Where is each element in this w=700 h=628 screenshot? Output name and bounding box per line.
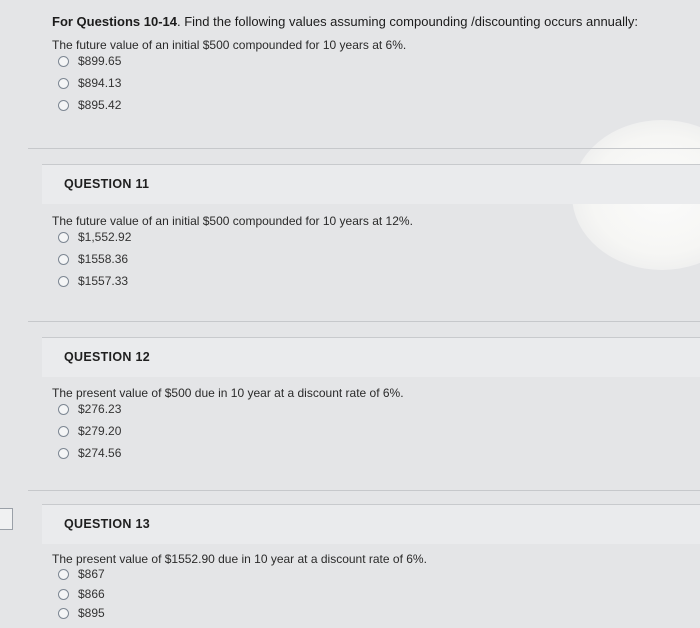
divider [28,321,700,322]
question-13-header [42,504,700,544]
option-label: $1557.33 [78,274,129,288]
radio-button[interactable] [58,608,69,619]
option-label: $894.13 [78,76,122,90]
option-label: $866 [78,587,105,601]
option-label: $276.23 [78,402,122,416]
divider [28,148,700,149]
radio-button[interactable] [58,569,69,580]
option-label: $279.20 [78,424,122,438]
question-13-option-2[interactable] [58,587,105,601]
question-11-header [42,164,700,204]
option-label: $895 [78,606,105,620]
option-label: $895.42 [78,98,122,112]
option-label: $867 [78,567,105,581]
option-label: $899.65 [78,54,122,68]
question-10-text: The future value of an initial $500 compounded for 10 years at 6%. [52,38,407,52]
question-12-title: QUESTION 12 [64,350,150,364]
question-12-text: The present value of $500 due in 10 year at a discount rate of 6%. [52,386,404,400]
radio-button[interactable] [58,426,69,437]
question-11-option-1[interactable] [58,230,131,244]
question-12-header [42,337,700,377]
option-label: $1558.36 [78,252,129,266]
question-13-title: QUESTION 13 [64,517,150,531]
divider [28,490,700,491]
radio-button[interactable] [58,276,69,287]
radio-button[interactable] [58,78,69,89]
question-10-option-1[interactable] [58,54,121,68]
question-11-text: The future value of an initial $500 compounded for 10 years at 12%. [52,214,413,228]
question-11-title: QUESTION 11 [64,177,150,191]
side-panel-toggle[interactable] [0,508,13,530]
radio-button[interactable] [58,254,69,265]
question-12-option-1[interactable] [58,402,121,416]
option-label: $274.56 [78,446,122,460]
question-10-option-3[interactable] [58,98,121,112]
question-11-option-3[interactable] [58,274,128,288]
radio-button[interactable] [58,589,69,600]
radio-button[interactable] [58,448,69,459]
question-13-text: The present value of $1552.90 due in 10 year at a discount rate of 6%. [52,552,427,566]
instructions [52,14,638,29]
question-13-option-1[interactable] [58,567,105,581]
instructions-text: . Find the following values assuming compounding /discounting occurs annually: [176,14,639,29]
option-label: $1,552.92 [78,230,132,244]
question-12-option-2[interactable] [58,424,121,438]
radio-button[interactable] [58,404,69,415]
instructions-bold: For Questions 10-14 [52,14,177,29]
question-12-option-3[interactable] [58,446,121,460]
radio-button[interactable] [58,56,69,67]
question-11-option-2[interactable] [58,252,128,266]
question-10-option-2[interactable] [58,76,121,90]
question-13-option-3[interactable] [58,606,105,620]
radio-button[interactable] [58,232,69,243]
radio-button[interactable] [58,100,69,111]
